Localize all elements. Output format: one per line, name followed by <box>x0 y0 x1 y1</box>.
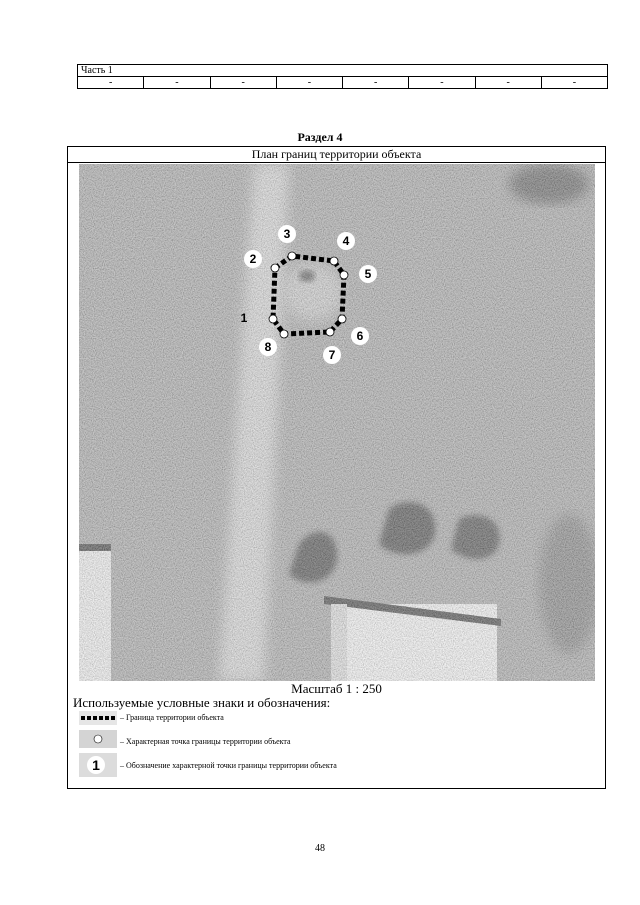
boundary-point-4 <box>330 257 338 265</box>
svg-text:1: 1 <box>92 757 100 773</box>
boundary-point-6 <box>338 315 346 323</box>
svg-text:8: 8 <box>264 340 272 354</box>
table-cell: - <box>276 77 342 89</box>
svg-text:2: 2 <box>249 252 257 266</box>
boundary-point-2 <box>271 264 279 272</box>
boundary-point-3 <box>288 252 296 260</box>
svg-text:5: 5 <box>364 267 372 281</box>
table-cell: - <box>144 77 210 89</box>
table-cell: - <box>210 77 276 89</box>
point-label-1 <box>241 311 248 325</box>
legend-text-boundary: – Граница территории объекта <box>120 713 224 722</box>
aerial-map <box>79 164 595 681</box>
table-cell: - <box>343 77 409 89</box>
point-label-6 <box>351 327 369 345</box>
dashed-boundary-line-icon <box>79 711 117 725</box>
page-number: 48 <box>315 843 325 854</box>
white-circle-point-icon <box>79 730 117 748</box>
point-label-7 <box>323 346 341 364</box>
table-cell: - <box>78 77 144 89</box>
section-title: Раздел 4 <box>297 130 343 144</box>
svg-text:6: 6 <box>356 329 364 343</box>
point-label-8 <box>259 338 277 356</box>
table-cell: - <box>541 77 607 89</box>
plan-title: План границ территории объекта <box>67 146 606 163</box>
legend-title: Используемые условные знаки и обозначения: <box>73 695 331 710</box>
boundary-point-8 <box>280 330 288 338</box>
svg-text:7: 7 <box>328 348 336 362</box>
table-header-cell: Часть 1 <box>78 65 608 77</box>
boundary-point-1 <box>269 315 277 323</box>
part-table <box>77 64 608 89</box>
point-label-3 <box>278 225 296 243</box>
boundary-point-7 <box>326 328 334 336</box>
svg-text:1: 1 <box>240 311 248 325</box>
point-label-2 <box>244 250 262 268</box>
svg-text:4: 4 <box>342 234 350 248</box>
legend-text-point-number: – Обозначение характерной точки границы территории объекта <box>120 761 337 770</box>
table-cell: - <box>409 77 475 89</box>
point-label-5 <box>359 265 377 283</box>
table-cell: - <box>475 77 541 89</box>
scale-label: Масштаб 1 : 250 <box>291 681 382 696</box>
photo-grain <box>79 164 595 681</box>
legend-text-point: – Характерная точка границы территории объекта <box>120 737 291 746</box>
point-number-icon <box>79 753 117 777</box>
point-label-4 <box>337 232 355 250</box>
svg-text:3: 3 <box>283 227 291 241</box>
boundary-point-5 <box>340 271 348 279</box>
